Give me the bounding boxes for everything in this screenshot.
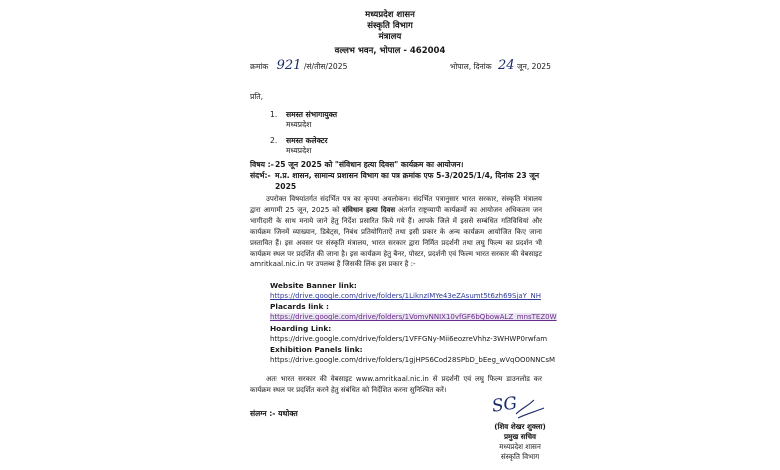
website-banner-link[interactable]: https://drive.google.com/drive/folders/1LiknzIMYe43eZAsumt5t6zh69SjaY_NH bbox=[270, 292, 541, 300]
signatory-name: (शिव शेखर शुक्ला) bbox=[494, 422, 546, 431]
reference-label: संदर्भ:- bbox=[250, 171, 271, 180]
reference-number bbox=[250, 58, 348, 73]
website-banner-label: Website Banner link: bbox=[270, 281, 357, 290]
recipient-1-num: 1. bbox=[270, 110, 278, 119]
signature-stroke-icon bbox=[478, 398, 548, 424]
para2-text: अतः भारत सरकार की वेबसाइट www.amritkaal.nic.in से प्रदर्शनी एवं लघु फिल्म डाउनलोड कर कार्यक्रम स्थल पर प्रदर्शित करने हेतु संबंधित को निर्देशित करना सुनिश्चित करें। bbox=[250, 375, 542, 394]
recipient-2-num: 2. bbox=[270, 136, 278, 145]
handwritten-date: 24 bbox=[498, 58, 515, 73]
body-paragraph-2 bbox=[250, 374, 542, 396]
header-ministry: मंत्रालय bbox=[378, 32, 402, 42]
signatory-org-line1: मध्यप्रदेश शासन bbox=[499, 442, 541, 451]
header-government: मध्यप्रदेश शासन bbox=[365, 10, 415, 20]
recipient-1-line1: समस्त संभागायुक्त bbox=[286, 110, 338, 119]
reference-text-line1: म.प्र. शासन, सामान्य प्रशासन विभाग का पत्र क्रमांक एफ 5-3/2025/1/4, दिनांक 23 जून bbox=[275, 171, 540, 180]
signature-scribble: SG bbox=[490, 393, 519, 417]
hoarding-label: Hoarding Link: bbox=[270, 324, 332, 333]
place-date-label: भोपाल, दिनांक bbox=[450, 62, 492, 71]
enclosure: संलग्न :- यथोक्त bbox=[250, 409, 298, 418]
reference-date bbox=[450, 58, 551, 73]
date-suffix: जून, 2025 bbox=[516, 62, 551, 71]
kramank-label: क्रमांक bbox=[250, 62, 269, 71]
exhibition-panels-link[interactable]: https://drive.google.com/drive/folders/1gjHPS6Cod28SPbD_bEeg_wVqOO0NNCsM bbox=[270, 356, 556, 364]
body-paragraph-1 bbox=[250, 194, 542, 270]
handwritten-number: 921 bbox=[276, 58, 302, 73]
subject-label: विषय :- bbox=[250, 160, 274, 169]
signatory-org-line2: संस्कृति विभाग bbox=[500, 452, 540, 461]
subject-text: 25 जून 2025 को "संविधान हत्या दिवस" कार्यक्रम का आयोजन। bbox=[275, 160, 464, 169]
hoarding-link[interactable]: https://drive.google.com/drive/folders/1VFFGNy-Mii6eozreVhhz-3WHWP0rwfam bbox=[270, 335, 548, 343]
exhibition-panels-label: Exhibition Panels link: bbox=[270, 345, 363, 354]
reference-text-line2: 2025 bbox=[275, 182, 297, 191]
para1-part-a: उपरोक्त विषयांतर्गत संदर्भित पत्र का कृपया अवलोकन। संदर्भित पत्रानुसार भारत सरकार, संस्कृति मंत्रालय द्वारा आगामी 25 जून, 2025 को bbox=[250, 195, 542, 214]
reference-number-suffix: /सं/तीस/2025 bbox=[303, 62, 348, 71]
header-address: वल्लभ भवन, भोपाल - 462004 bbox=[334, 46, 446, 56]
prati-label: प्रति, bbox=[250, 92, 264, 101]
para1-part-b: अंतर्गत राष्ट्रव्यापी कार्यक्रमों का आयोजन अधिकतम जन भागीदारी के साथ मनाये जाने हेतु निर्देश प्रसारित किये गये हैं। आपके जिले में इससे सम्बंधित गतिविधियां और कार्यक्रम जिनमें व्याख्यान, डिबेट्स, निबंध प्रतियोगिताऐं तथा इसी प्रकार के अन्य कार्यक्रम आयोजित किए जाना प्रस्तावित हैं। इस अवसर पर संस्कृति मंत्रालय, भारत सरकार द्वारा निर्मित प्रदर्शनी तथा लघु फिल्म का प्रदर्शन भी कार्यक्रम स्थल पर प्रदर्शित की जाना है। इस कार्यक्रम हेतु बैनर, पोस्टर, प्रदर्शनी एवं फिल्म भारत सरकार की वेबसाइट amritkaal.nic.in पर उपलब्ध है जिसकी लिंक इस प्रकार है :- bbox=[250, 205, 542, 269]
recipient-1-line2: मध्यप्रदेश bbox=[286, 120, 312, 129]
placards-label: Placards link : bbox=[270, 302, 329, 311]
para1-bold-phrase: संविधान हत्या दिवस bbox=[342, 205, 396, 214]
recipient-2-line1: समस्त कलेक्टर bbox=[286, 136, 328, 145]
signatory-designation: प्रमुख सचिव bbox=[503, 432, 537, 441]
recipient-2-line2: मध्यप्रदेश bbox=[286, 146, 312, 155]
placards-link[interactable]: https://drive.google.com/drive/folders/1VomvNNIX10vfGF6bQbowALZ_mnsTEZ0W bbox=[270, 313, 557, 321]
header-department: संस्कृति विभाग bbox=[367, 21, 413, 31]
